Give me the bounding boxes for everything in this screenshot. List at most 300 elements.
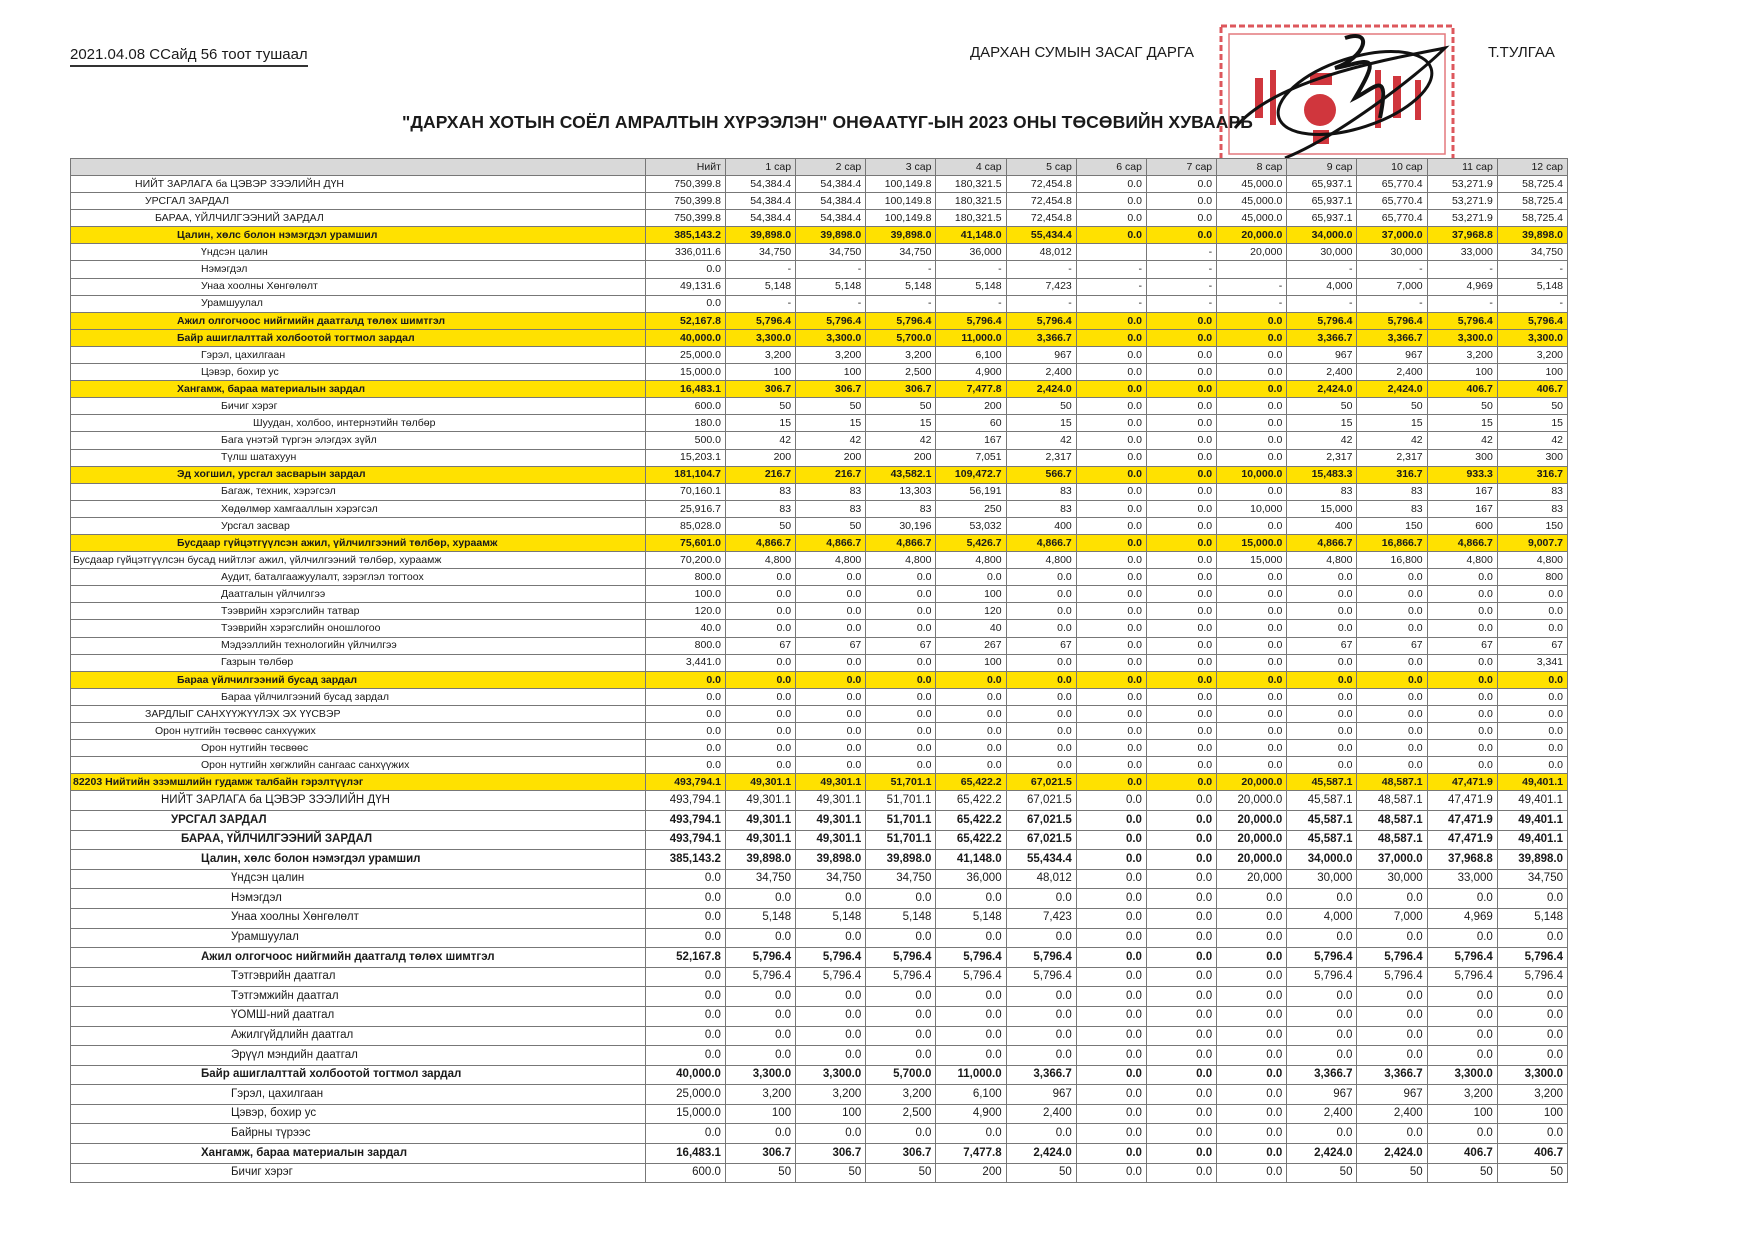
value-cell: 70,160.1 <box>645 483 725 500</box>
value-cell: 65,422.2 <box>936 791 1006 811</box>
table-row <box>71 774 1568 791</box>
value-cell: 0.0 <box>796 1124 866 1144</box>
value-cell: 180,321.5 <box>936 193 1006 210</box>
value-cell: 0.0 <box>645 671 725 688</box>
value-cell: 15 <box>866 415 936 432</box>
value-cell: 3,200 <box>1427 346 1497 363</box>
value-cell: 34,750 <box>1497 244 1567 261</box>
value-cell: - <box>1497 261 1567 278</box>
value-cell: 0.0 <box>1427 1046 1497 1066</box>
header-cell: Нийт <box>645 159 725 176</box>
value-cell: 15 <box>1287 415 1357 432</box>
value-cell: 65,422.2 <box>936 830 1006 850</box>
value-cell: 49,301.1 <box>725 774 795 791</box>
value-cell: 0.0 <box>1146 329 1216 346</box>
value-cell: 0.0 <box>1427 705 1497 722</box>
value-cell: 0.0 <box>1146 398 1216 415</box>
value-cell: 100.0 <box>645 586 725 603</box>
value-cell: 5,796.4 <box>866 948 936 968</box>
value-cell: 0.0 <box>645 723 725 740</box>
value-cell: 3,366.7 <box>1287 1065 1357 1085</box>
value-cell: 0.0 <box>1427 1124 1497 1144</box>
value-cell: 300 <box>1497 449 1567 466</box>
value-cell: 0.0 <box>1076 398 1146 415</box>
value-cell: 0.0 <box>1076 637 1146 654</box>
value-cell: 0.0 <box>1076 671 1146 688</box>
value-cell: 0.0 <box>1076 415 1146 432</box>
value-cell: 0.0 <box>1006 928 1076 948</box>
value-cell: 0.0 <box>725 1026 795 1046</box>
value-cell: 0.0 <box>1217 398 1287 415</box>
value-cell: 0.0 <box>1076 329 1146 346</box>
table-row <box>71 967 1568 987</box>
value-cell: 0.0 <box>725 723 795 740</box>
value-cell: 0.0 <box>1357 1026 1427 1046</box>
table-row <box>71 1104 1568 1124</box>
value-cell: 15 <box>1006 415 1076 432</box>
value-cell: 0.0 <box>1076 723 1146 740</box>
value-cell: 49,301.1 <box>725 810 795 830</box>
value-cell: 0.0 <box>1217 654 1287 671</box>
value-cell: 2,317 <box>1357 449 1427 466</box>
value-cell: 0.0 <box>1287 1046 1357 1066</box>
value-cell: 25,000.0 <box>645 1085 725 1105</box>
value-cell: 750,399.8 <box>645 210 725 227</box>
value-cell: 5,796.4 <box>1497 967 1567 987</box>
value-cell: 0.0 <box>1287 740 1357 757</box>
value-cell: 0.0 <box>1076 449 1146 466</box>
value-cell: 0.0 <box>866 705 936 722</box>
value-cell: 40 <box>936 620 1006 637</box>
value-cell: 0.0 <box>1076 928 1146 948</box>
value-cell: 0.0 <box>645 1006 725 1026</box>
value-cell: 15,000.0 <box>645 1104 725 1124</box>
value-cell: 67 <box>866 637 936 654</box>
value-cell: 566.7 <box>1006 466 1076 483</box>
value-cell: 0.0 <box>1076 603 1146 620</box>
value-cell: 0.0 <box>866 569 936 586</box>
value-cell: 67 <box>1287 637 1357 654</box>
value-cell: 3,200 <box>1497 1085 1567 1105</box>
value-cell: 493,794.1 <box>645 810 725 830</box>
value-cell: 3,200 <box>866 346 936 363</box>
value-cell: 306.7 <box>796 381 866 398</box>
value-cell: 0.0 <box>1217 637 1287 654</box>
row-label: Унаа хоолны Хөнгөлөлт <box>71 908 646 928</box>
value-cell: 0.0 <box>1146 176 1216 193</box>
row-label: Байр ашиглалттай холбоотой тогтмол зардал <box>71 329 646 346</box>
row-label: Цалин, хөлс болон нэмэгдэл урамшил <box>71 227 646 244</box>
row-label: Цэвэр, бохир ус <box>71 1104 646 1124</box>
value-cell: 15 <box>725 415 795 432</box>
value-cell: 0.0 <box>725 688 795 705</box>
value-cell: 40.0 <box>645 620 725 637</box>
value-cell: 0.0 <box>1146 1163 1216 1183</box>
value-cell: 67,021.5 <box>1006 830 1076 850</box>
table-row <box>71 830 1568 850</box>
value-cell: 16,866.7 <box>1357 534 1427 551</box>
value-cell: 5,148 <box>796 278 866 295</box>
value-cell: 0.0 <box>1146 810 1216 830</box>
value-cell: 0.0 <box>1006 1026 1076 1046</box>
row-label: ЗАРДЛЫГ САНХҮҮЖҮҮЛЭХ ЭХ ҮҮСВЭР <box>71 705 646 722</box>
value-cell: 15 <box>796 415 866 432</box>
value-cell: 4,900 <box>936 364 1006 381</box>
approver-title: ДАРХАН СУМЫН ЗАСАГ ДАРГА <box>970 44 1194 61</box>
value-cell: 0.0 <box>1076 869 1146 889</box>
value-cell: 0.0 <box>1146 620 1216 637</box>
value-cell: 0.0 <box>1146 483 1216 500</box>
value-cell: 0.0 <box>1217 381 1287 398</box>
value-cell: 50 <box>866 1163 936 1183</box>
value-cell: 0.0 <box>1497 928 1567 948</box>
header-cell: 12 сар <box>1497 159 1567 176</box>
value-cell: 0.0 <box>866 1006 936 1026</box>
value-cell: 0.0 <box>1146 603 1216 620</box>
value-cell: 3,300.0 <box>725 1065 795 1085</box>
value-cell: 150 <box>1357 517 1427 534</box>
value-cell: 58,725.4 <box>1497 176 1567 193</box>
value-cell: 0.0 <box>1217 1124 1287 1144</box>
value-cell: 4,800 <box>1497 552 1567 569</box>
value-cell: 100 <box>1497 1104 1567 1124</box>
value-cell: 0.0 <box>796 723 866 740</box>
table-row <box>71 517 1568 534</box>
value-cell: 83 <box>1006 500 1076 517</box>
table-row <box>71 346 1568 363</box>
row-label: Үндсэн цалин <box>71 244 646 261</box>
value-cell: 42 <box>1006 432 1076 449</box>
value-cell: 100 <box>936 586 1006 603</box>
value-cell: 3,300.0 <box>796 329 866 346</box>
value-cell: 3,341 <box>1497 654 1567 671</box>
value-cell: 5,796.4 <box>1357 312 1427 329</box>
value-cell: 167 <box>936 432 1006 449</box>
value-cell: 0.0 <box>1076 552 1146 569</box>
row-label: Эд хогшил, урсгал засварын зардал <box>71 466 646 483</box>
value-cell: - <box>1357 295 1427 312</box>
value-cell: 0.0 <box>936 889 1006 909</box>
value-cell: 2,424.0 <box>1287 1144 1357 1164</box>
value-cell: 47,471.9 <box>1427 810 1497 830</box>
value-cell: 0.0 <box>1287 757 1357 774</box>
value-cell: 0.0 <box>1427 889 1497 909</box>
value-cell: 0.0 <box>1146 466 1216 483</box>
value-cell: 2,500 <box>866 364 936 381</box>
value-cell: 67,021.5 <box>1006 810 1076 830</box>
value-cell: 316.7 <box>1497 466 1567 483</box>
value-cell: 5,796.4 <box>725 312 795 329</box>
value-cell: 180,321.5 <box>936 210 1006 227</box>
value-cell: 5,796.4 <box>866 312 936 329</box>
value-cell: 0.0 <box>1217 1104 1287 1124</box>
value-cell: 0.0 <box>725 757 795 774</box>
value-cell: 50 <box>1006 398 1076 415</box>
value-cell: 50 <box>725 1163 795 1183</box>
value-cell: 25,000.0 <box>645 346 725 363</box>
value-cell: 2,400 <box>1357 1104 1427 1124</box>
value-cell: 0.0 <box>1076 534 1146 551</box>
value-cell: 0.0 <box>725 889 795 909</box>
value-cell: 3,200 <box>866 1085 936 1105</box>
value-cell: 200 <box>936 398 1006 415</box>
value-cell: 37,968.8 <box>1427 227 1497 244</box>
value-cell: 50 <box>866 398 936 415</box>
value-cell: 3,366.7 <box>1006 1065 1076 1085</box>
value-cell: 0.0 <box>1217 723 1287 740</box>
value-cell: 83 <box>1006 483 1076 500</box>
row-label: Байрны түрээс <box>71 1124 646 1144</box>
value-cell: 0.0 <box>1146 552 1216 569</box>
value-cell: 0.0 <box>1287 723 1357 740</box>
value-cell: 4,866.7 <box>866 534 936 551</box>
value-cell: 0.0 <box>1076 948 1146 968</box>
value-cell: 0.0 <box>725 603 795 620</box>
value-cell: 85,028.0 <box>645 517 725 534</box>
value-cell: 3,200 <box>796 346 866 363</box>
value-cell <box>1217 261 1287 278</box>
value-cell: - <box>1146 278 1216 295</box>
value-cell: - <box>796 261 866 278</box>
table-row <box>71 483 1568 500</box>
value-cell: 37,000.0 <box>1357 850 1427 870</box>
value-cell: 0.0 <box>1357 889 1427 909</box>
value-cell: 5,796.4 <box>936 967 1006 987</box>
value-cell: 306.7 <box>866 381 936 398</box>
value-cell: 39,898.0 <box>725 227 795 244</box>
value-cell: 0.0 <box>866 987 936 1007</box>
row-label: Эрүүл мэндийн даатгал <box>71 1046 646 1066</box>
table-row <box>71 1124 1568 1144</box>
table-row <box>71 987 1568 1007</box>
value-cell: 54,384.4 <box>796 210 866 227</box>
value-cell: 0.0 <box>1427 569 1497 586</box>
header-cell: 7 сар <box>1146 159 1216 176</box>
value-cell: 0.0 <box>1146 1085 1216 1105</box>
value-cell: 0.0 <box>1076 364 1146 381</box>
value-cell: 45,000.0 <box>1217 193 1287 210</box>
table-row <box>71 329 1568 346</box>
value-cell: 0.0 <box>1217 415 1287 432</box>
value-cell: 33,000 <box>1427 244 1497 261</box>
value-cell: 100 <box>796 1104 866 1124</box>
table-row <box>71 1085 1568 1105</box>
value-cell: 216.7 <box>796 466 866 483</box>
value-cell: 100,149.8 <box>866 176 936 193</box>
value-cell: 0.0 <box>1076 810 1146 830</box>
value-cell: 7,477.8 <box>936 381 1006 398</box>
row-label: Гэрэл, цахилгаан <box>71 1085 646 1105</box>
value-cell: 0.0 <box>1287 1006 1357 1026</box>
value-cell: 50 <box>796 398 866 415</box>
table-row <box>71 1065 1568 1085</box>
table-row <box>71 889 1568 909</box>
value-cell: 0.0 <box>1006 1046 1076 1066</box>
header-cell: 6 сар <box>1076 159 1146 176</box>
value-cell: 0.0 <box>1076 517 1146 534</box>
value-cell: - <box>1287 261 1357 278</box>
value-cell: 5,796.4 <box>936 948 1006 968</box>
value-cell: 0.0 <box>936 928 1006 948</box>
value-cell: 49,401.1 <box>1497 791 1567 811</box>
value-cell: 4,800 <box>1427 552 1497 569</box>
value-cell: 20,000.0 <box>1217 227 1287 244</box>
table-row <box>71 364 1568 381</box>
value-cell: 0.0 <box>1146 889 1216 909</box>
value-cell: 493,794.1 <box>645 830 725 850</box>
value-cell: 45,587.1 <box>1287 810 1357 830</box>
value-cell: 0.0 <box>1076 381 1146 398</box>
table-row <box>71 654 1568 671</box>
value-cell: 0.0 <box>1146 210 1216 227</box>
value-cell: 7,000 <box>1357 278 1427 295</box>
value-cell: 47,471.9 <box>1427 830 1497 850</box>
value-cell: 20,000 <box>1217 244 1287 261</box>
value-cell: 5,796.4 <box>1357 948 1427 968</box>
value-cell: 0.0 <box>1497 688 1567 705</box>
value-cell: 0.0 <box>1146 517 1216 534</box>
value-cell: 0.0 <box>1076 1026 1146 1046</box>
table-row <box>71 705 1568 722</box>
value-cell: 0.0 <box>1217 346 1287 363</box>
table-row <box>71 1046 1568 1066</box>
value-cell: - <box>1006 295 1076 312</box>
value-cell: 0.0 <box>1497 705 1567 722</box>
value-cell: 45,000.0 <box>1217 210 1287 227</box>
table-row <box>71 723 1568 740</box>
value-cell: 0.0 <box>1497 1046 1567 1066</box>
value-cell: 0.0 <box>1146 449 1216 466</box>
value-cell: 0.0 <box>1146 869 1216 889</box>
value-cell: 600.0 <box>645 398 725 415</box>
table-row <box>71 791 1568 811</box>
value-cell: 50 <box>1427 1163 1497 1183</box>
value-cell: 385,143.2 <box>645 850 725 870</box>
value-cell: 15,000 <box>1287 500 1357 517</box>
value-cell: 30,000 <box>1287 869 1357 889</box>
row-label: Түлш шатахуун <box>71 449 646 466</box>
value-cell: 54,384.4 <box>796 193 866 210</box>
value-cell: 45,000.0 <box>1217 176 1287 193</box>
value-cell: 0.0 <box>1287 569 1357 586</box>
value-cell: 49,301.1 <box>796 830 866 850</box>
value-cell: 0.0 <box>1357 740 1427 757</box>
value-cell: 0.0 <box>1217 1085 1287 1105</box>
value-cell: 5,796.4 <box>936 312 1006 329</box>
value-cell: 5,426.7 <box>936 534 1006 551</box>
table-row <box>71 176 1568 193</box>
value-cell: - <box>1146 295 1216 312</box>
table-row <box>71 398 1568 415</box>
value-cell: 7,423 <box>1006 278 1076 295</box>
value-cell: 53,271.9 <box>1427 176 1497 193</box>
value-cell: 51,701.1 <box>866 791 936 811</box>
value-cell: 0.0 <box>645 967 725 987</box>
value-cell: 67 <box>725 637 795 654</box>
value-cell: 800.0 <box>645 569 725 586</box>
value-cell: 2,424.0 <box>1357 381 1427 398</box>
value-cell: 0.0 <box>1287 586 1357 603</box>
value-cell: 0.0 <box>1146 723 1216 740</box>
header-cell: 4 сар <box>936 159 1006 176</box>
value-cell: 0.0 <box>1146 688 1216 705</box>
value-cell: 0.0 <box>1217 889 1287 909</box>
value-cell: 0.0 <box>1076 908 1146 928</box>
value-cell: 50 <box>1287 1163 1357 1183</box>
table-row <box>71 1163 1568 1183</box>
value-cell: 316.7 <box>1357 466 1427 483</box>
value-cell: 13,303 <box>866 483 936 500</box>
value-cell: 0.0 <box>1146 1006 1216 1026</box>
value-cell: 4,800 <box>866 552 936 569</box>
table-row <box>71 381 1568 398</box>
value-cell: 2,400 <box>1006 364 1076 381</box>
value-cell: 2,500 <box>866 1104 936 1124</box>
value-cell: 0.0 <box>1427 987 1497 1007</box>
value-cell: 0.0 <box>796 1026 866 1046</box>
value-cell: 0.0 <box>1006 1124 1076 1144</box>
value-cell: 406.7 <box>1497 1144 1567 1164</box>
value-cell: 200 <box>936 1163 1006 1183</box>
value-cell: 0.0 <box>1006 889 1076 909</box>
value-cell: 0.0 <box>866 603 936 620</box>
value-cell: 100 <box>936 654 1006 671</box>
value-cell: - <box>1427 261 1497 278</box>
value-cell: 15 <box>1497 415 1567 432</box>
value-cell: 0.0 <box>645 869 725 889</box>
value-cell: 30,000 <box>1357 869 1427 889</box>
value-cell: 200 <box>796 449 866 466</box>
value-cell: 267 <box>936 637 1006 654</box>
value-cell: 0.0 <box>645 928 725 948</box>
value-cell: 3,200 <box>1427 1085 1497 1105</box>
value-cell: 42 <box>1287 432 1357 449</box>
value-cell: 75,601.0 <box>645 534 725 551</box>
value-cell: 0.0 <box>1217 928 1287 948</box>
value-cell: 120.0 <box>645 603 725 620</box>
value-cell: 20,000.0 <box>1217 850 1287 870</box>
value-cell: 42 <box>725 432 795 449</box>
value-cell: 0.0 <box>1076 1085 1146 1105</box>
value-cell: 0.0 <box>1217 948 1287 968</box>
value-cell: 33,000 <box>1427 869 1497 889</box>
value-cell: 0.0 <box>1146 850 1216 870</box>
value-cell: 0.0 <box>1357 723 1427 740</box>
value-cell: 5,148 <box>725 908 795 928</box>
value-cell: 15,000 <box>1217 552 1287 569</box>
value-cell: 0.0 <box>1006 723 1076 740</box>
value-cell: 0.0 <box>936 688 1006 705</box>
value-cell: 2,400 <box>1006 1104 1076 1124</box>
value-cell: 100 <box>1497 364 1567 381</box>
value-cell: 40,000.0 <box>645 1065 725 1085</box>
value-cell: 4,969 <box>1427 908 1497 928</box>
value-cell: 0.0 <box>1076 586 1146 603</box>
value-cell: 0.0 <box>1217 603 1287 620</box>
value-cell: 7,423 <box>1006 908 1076 928</box>
row-label: Цалин, хөлс болон нэмэгдэл урамшил <box>71 850 646 870</box>
value-cell: 83 <box>725 500 795 517</box>
value-cell: 0.0 <box>1497 1124 1567 1144</box>
value-cell: 16,800 <box>1357 552 1427 569</box>
value-cell: 967 <box>1287 1085 1357 1105</box>
table-row <box>71 671 1568 688</box>
value-cell: 0.0 <box>936 705 1006 722</box>
value-cell: 0.0 <box>1146 569 1216 586</box>
value-cell: 0.0 <box>1357 603 1427 620</box>
value-cell: 39,898.0 <box>1497 850 1567 870</box>
value-cell: 0.0 <box>1287 1124 1357 1144</box>
